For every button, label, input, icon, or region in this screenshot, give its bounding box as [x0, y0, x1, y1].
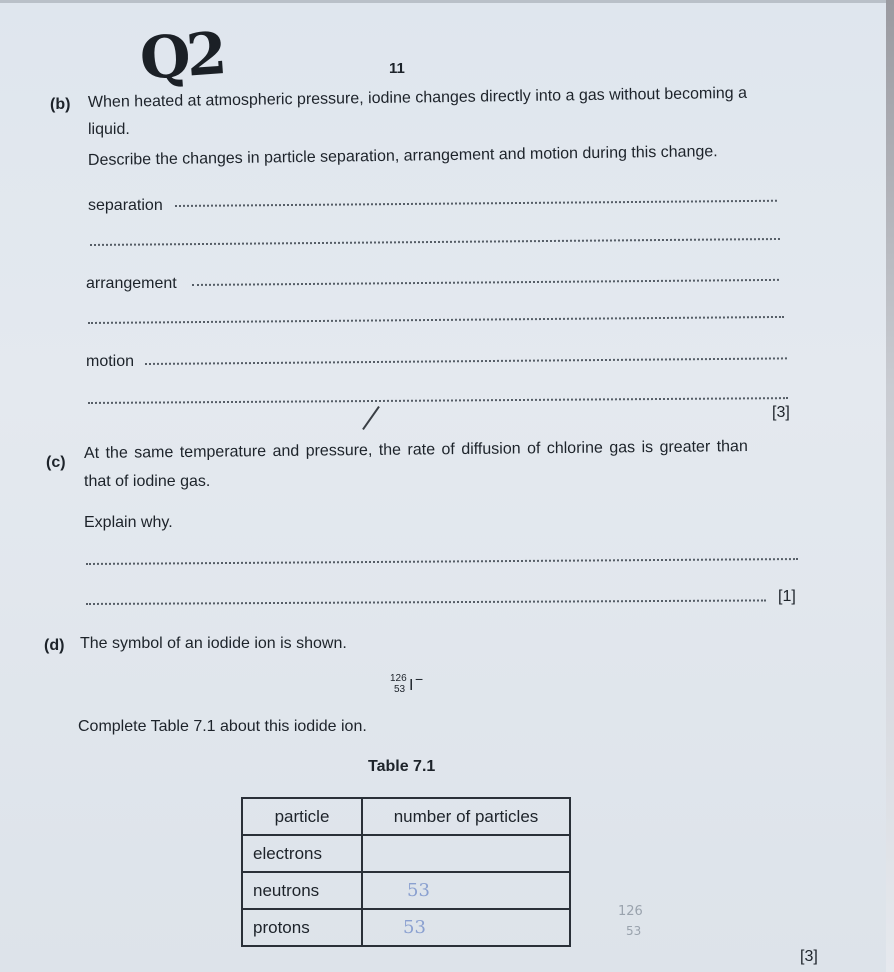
- separation-answer-line-2[interactable]: [90, 238, 780, 246]
- symbol-element: I: [409, 677, 414, 694]
- part-c-instruction: Explain why.: [84, 514, 173, 531]
- part-d-marks: [3]: [800, 948, 818, 965]
- part-b-instruction: Describe the changes in particle separation, arrangement and motion during this change.: [87, 143, 718, 169]
- part-c-marks: [1]: [778, 588, 796, 605]
- symbol-charge: −: [415, 671, 424, 687]
- cell-value-neutrons[interactable]: 53: [362, 872, 570, 909]
- part-b-marks: [3]: [772, 404, 790, 421]
- table-row-neutrons: [242, 872, 570, 909]
- arrangement-label: arrangement: [86, 275, 177, 292]
- part-c-question-line1: At the same temperature and pressure, the rate of diffusion of chlorine gas is greater than: [83, 438, 748, 462]
- motion-label: motion: [86, 353, 135, 370]
- arrangement-answer-line-1[interactable]: [192, 279, 779, 286]
- cell-value-electrons[interactable]: [362, 835, 570, 872]
- page-top-edge: [0, 0, 894, 3]
- part-d-instruction: Complete Table 7.1 about this iodide ion.: [78, 718, 367, 735]
- table-header-row: [242, 798, 570, 835]
- part-c-letter: (c): [46, 454, 66, 471]
- table-row-electrons: [242, 835, 570, 872]
- cell-particle-electrons: electrons: [242, 835, 362, 872]
- part-c-question-line2: that of iodine gas.: [84, 473, 211, 490]
- cell-particle-neutrons: neutrons: [242, 872, 362, 909]
- arrangement-answer-line-2[interactable]: [88, 316, 784, 324]
- symbol-mass-number: 126: [390, 673, 407, 684]
- cell-value-protons[interactable]: 53: [362, 909, 570, 946]
- pencil-note-mass: 126: [618, 904, 643, 919]
- motion-answer-line-1[interactable]: [145, 357, 787, 365]
- table-7-1: [241, 797, 571, 947]
- separation-answer-line-1[interactable]: [175, 200, 777, 207]
- table-row-protons: [242, 909, 570, 946]
- motion-answer-line-2[interactable]: [88, 397, 788, 404]
- iodide-symbol: [390, 673, 430, 699]
- part-b-question-line2: liquid.: [88, 121, 130, 138]
- symbol-atomic-number: 53: [394, 684, 406, 695]
- header-particle: particle: [242, 798, 362, 835]
- part-c-answer-line-2[interactable]: [86, 599, 766, 605]
- cell-particle-protons: protons: [242, 909, 362, 946]
- header-number-of-particles: number of particles: [362, 798, 570, 835]
- part-d-letter: (d): [44, 637, 65, 654]
- handwritten-question-label: Q2: [137, 19, 226, 93]
- pencil-note-atomic: 53: [626, 924, 642, 938]
- page-right-edge: [886, 0, 894, 972]
- part-b-letter: (b): [50, 96, 71, 113]
- part-d-question: The symbol of an iodide ion is shown.: [80, 635, 347, 652]
- pen-tick-mark: [362, 406, 380, 430]
- table-caption: Table 7.1: [368, 758, 436, 775]
- separation-label: separation: [88, 197, 163, 214]
- page-number: 11: [389, 60, 405, 77]
- part-b-question-line1: When heated at atmospheric pressure, iodine changes directly into a gas without becoming a: [87, 84, 748, 111]
- part-c-answer-line-1[interactable]: [86, 558, 798, 565]
